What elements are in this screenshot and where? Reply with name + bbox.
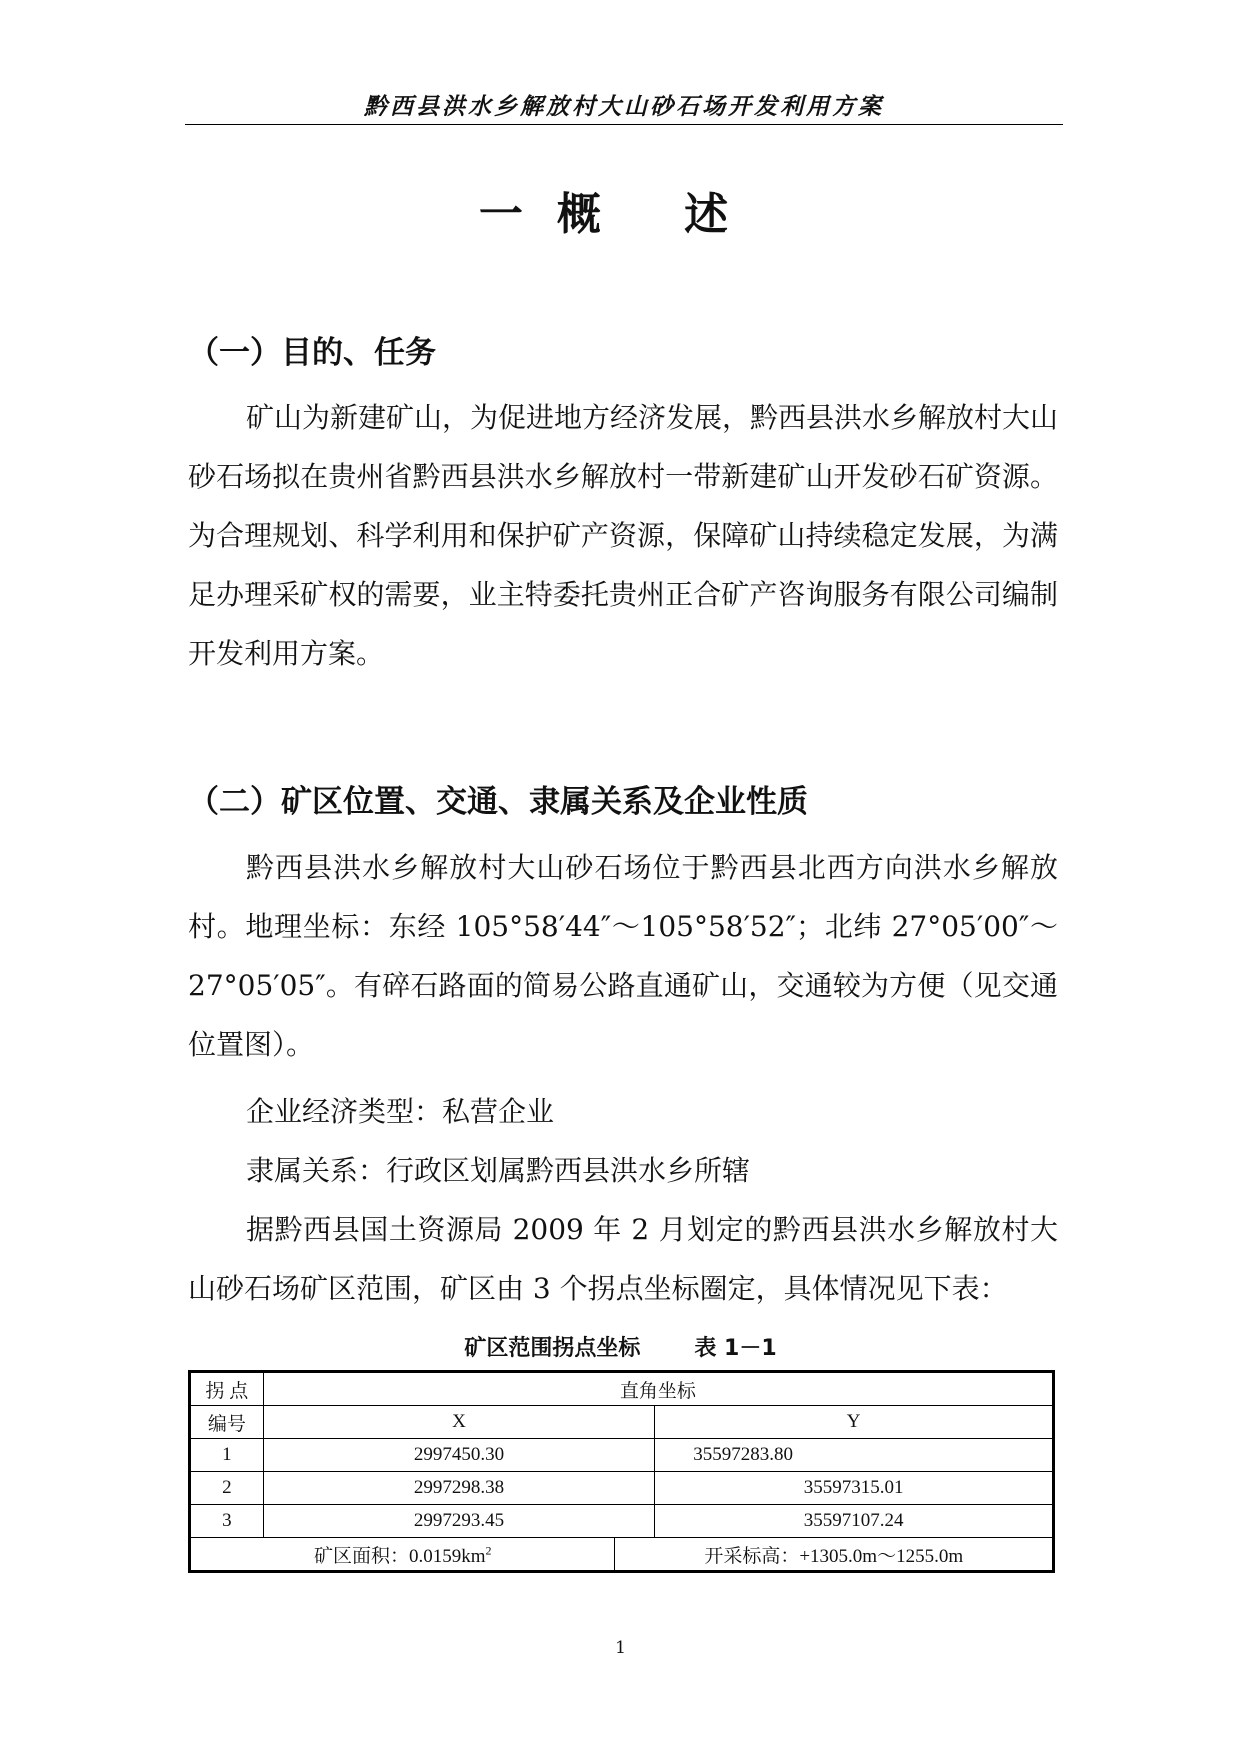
page-number: 1 <box>615 1638 626 1658</box>
elevation-cell: 开采标高：+1305.0m～1255.0m <box>615 1538 1054 1572</box>
cell-x: 2997450.30 <box>263 1439 654 1472</box>
cell-x: 2997293.45 <box>263 1505 654 1538</box>
cell-y: 35597315.01 <box>655 1472 1054 1505</box>
area-cell <box>190 1538 615 1572</box>
affiliation: 隶属关系：行政区划属黔西县洪水乡所辖 <box>246 1154 751 1187</box>
cell-x: 2997298.38 <box>263 1472 654 1505</box>
table-row <box>190 1505 1054 1538</box>
table-caption-title: 矿区范围拐点坐标 <box>464 1336 641 1361</box>
paragraph-location: 黔西县洪水乡解放村大山砂石场位于黔西县北西方向洪水乡解放村。地理坐标：东经 105°58′44″～105°58′52″；北纬 27°05′00″～27°05′05″。有碎石路面的简易公路直通矿山，交通较为方便（见交通位置图）。 <box>188 851 1058 1061</box>
area-label: 矿区面积：0.0159km <box>313 1545 486 1567</box>
paragraph-range: 据黔西县国土资源局 2009 年 2 月划定的黔西县洪水乡解放村大山砂石场矿区范围，矿区由 3 个拐点坐标圈定，具体情况见下表： <box>188 1213 1058 1305</box>
running-header: 黔西县洪水乡解放村大山砂石场开发利用方案 <box>364 93 884 120</box>
cell-id: 1 <box>190 1439 264 1472</box>
table-header-row <box>190 1406 1054 1439</box>
header-number: 编号 <box>190 1406 264 1439</box>
enterprise-type: 企业经济类型：私营企业 <box>246 1095 555 1128</box>
header-y: Y <box>655 1406 1054 1439</box>
chapter-title: 一概 述 <box>478 189 763 240</box>
header-x: X <box>263 1406 654 1439</box>
area-superscript: 2 <box>485 1543 492 1558</box>
section-heading-location: （二）矿区位置、交通、隶属关系及企业性质 <box>188 784 808 820</box>
paragraph-purpose: 矿山为新建矿山，为促进地方经济发展，黔西县洪水乡解放村大山砂石场拟在贵州省黔西县洪水乡解放村一带新建矿山开发砂石矿资源。为合理规划、科学利用和保护矿产资源，保障矿山持续稳定发展，为满足办理采矿权的需要，业主特委托贵州正合矿产咨询服务有限公司编制开发利用方案。 <box>188 401 1059 670</box>
header-point: 拐 点 <box>190 1372 264 1406</box>
cell-id: 2 <box>190 1472 264 1505</box>
table-row <box>190 1472 1054 1505</box>
cell-y: 35597107.24 <box>655 1505 1054 1538</box>
header-rule <box>185 124 1063 125</box>
table-footer-row <box>190 1538 1054 1572</box>
cell-y: 35597283.80 <box>655 1439 1054 1472</box>
coordinates-table <box>188 1370 1055 1573</box>
table-row <box>190 1439 1054 1472</box>
table-caption-number: 表 1－1 <box>694 1336 777 1361</box>
cell-id: 3 <box>190 1505 264 1538</box>
table-caption <box>0 1331 1241 1362</box>
section-heading-purpose: （一）目的、任务 <box>188 335 436 371</box>
header-coords: 直角坐标 <box>263 1372 1053 1406</box>
table-header-row <box>190 1372 1054 1406</box>
